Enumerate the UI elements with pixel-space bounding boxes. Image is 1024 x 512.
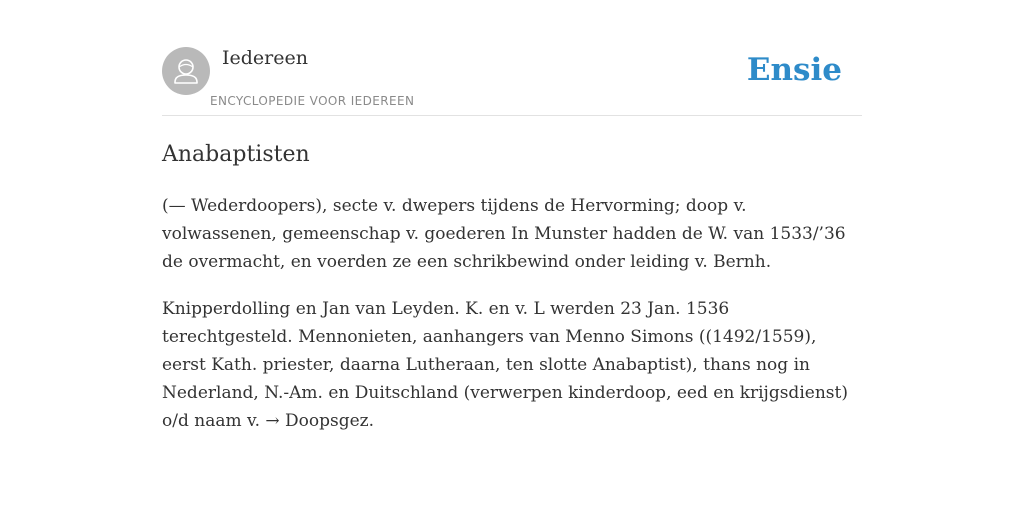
user-icon [162, 47, 210, 95]
ensie-logo[interactable]: Ensie [746, 52, 842, 88]
article-paragraph: (— Wederdoopers), secte v. dwepers tijdens de Hervorming; doop v. volwassenen, gemeenschap v. goederen In Munster hadden de W. van 1533/’36 de overmacht, en voerden ze een schrikbewind onder leiding v. Bernh. [162, 196, 846, 272]
avatar[interactable] [162, 47, 210, 95]
article-paragraph: Knipperdolling en Jan van Leyden. K. en v. L werden 23 Jan. 1536 terechtgesteld. Mennonieten, aanhangers van Menno Simons ((1492/1559), eerst Kath. priester, daarna Lutheraan, ten slotte Anabaptist), thans nog in Nederland, N.-Am. en Duitschland (verwerpen kinderdoop, eed en krijgsdienst) o/d naam v. → Doopsgez. [162, 299, 848, 431]
header [162, 0, 862, 116]
author-name[interactable]: Iedereen [222, 47, 308, 69]
author-subtitle: ENCYCLOPEDIE VOOR IEDEREEN [210, 94, 415, 108]
article-body [162, 192, 862, 454]
article-title: Anabaptisten [162, 142, 310, 167]
content-column [162, 0, 862, 431]
